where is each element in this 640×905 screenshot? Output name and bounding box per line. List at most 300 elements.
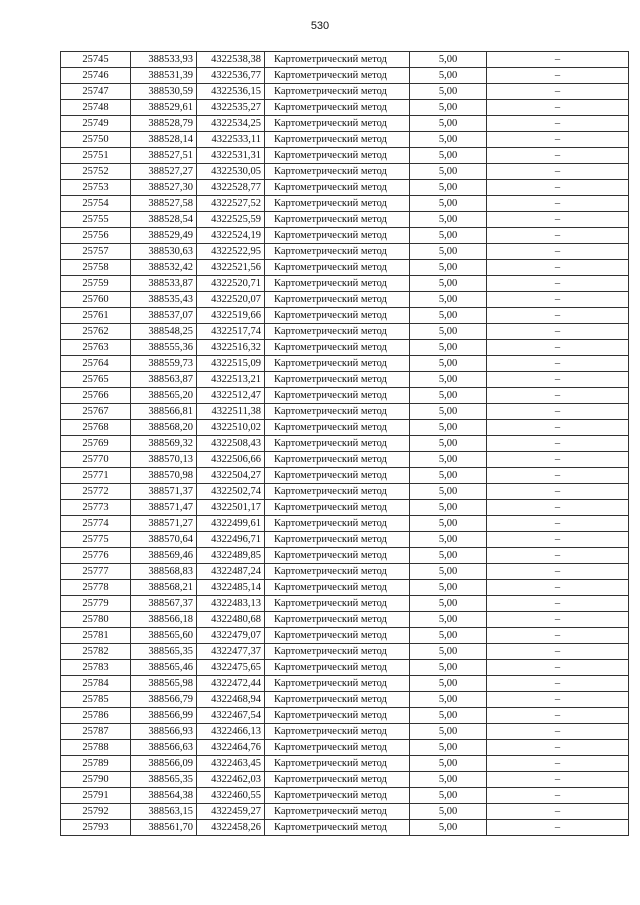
- x-coordinate-cell: 388527,58: [131, 196, 197, 212]
- table-row: [61, 52, 629, 68]
- accuracy-cell: 5,00: [410, 180, 487, 196]
- method-cell: Картометрический метод: [265, 324, 410, 340]
- table-row: [61, 468, 629, 484]
- accuracy-cell: 5,00: [410, 436, 487, 452]
- table-row: [61, 372, 629, 388]
- method-cell: Картометрический метод: [265, 596, 410, 612]
- description-cell: –: [487, 788, 629, 804]
- y-coordinate-cell: 4322467,54: [197, 708, 265, 724]
- method-cell: Картометрический метод: [265, 468, 410, 484]
- method-cell: Картометрический метод: [265, 260, 410, 276]
- y-coordinate-cell: 4322512,47: [197, 388, 265, 404]
- accuracy-cell: 5,00: [410, 132, 487, 148]
- x-coordinate-cell: 388555,36: [131, 340, 197, 356]
- accuracy-cell: 5,00: [410, 68, 487, 84]
- description-cell: –: [487, 516, 629, 532]
- accuracy-cell: 5,00: [410, 660, 487, 676]
- y-coordinate-cell: 4322479,07: [197, 628, 265, 644]
- description-cell: –: [487, 276, 629, 292]
- y-coordinate-cell: 4322462,03: [197, 772, 265, 788]
- point-number-cell: 25792: [61, 804, 131, 820]
- accuracy-cell: 5,00: [410, 564, 487, 580]
- method-cell: Картометрический метод: [265, 292, 410, 308]
- method-cell: Картометрический метод: [265, 372, 410, 388]
- x-coordinate-cell: 388565,60: [131, 628, 197, 644]
- description-cell: –: [487, 308, 629, 324]
- point-number-cell: 25787: [61, 724, 131, 740]
- method-cell: Картометрический метод: [265, 756, 410, 772]
- point-number-cell: 25782: [61, 644, 131, 660]
- point-number-cell: 25779: [61, 596, 131, 612]
- y-coordinate-cell: 4322496,71: [197, 532, 265, 548]
- point-number-cell: 25746: [61, 68, 131, 84]
- description-cell: –: [487, 404, 629, 420]
- y-coordinate-cell: 4322508,43: [197, 436, 265, 452]
- description-cell: –: [487, 116, 629, 132]
- table-row: [61, 388, 629, 404]
- accuracy-cell: 5,00: [410, 468, 487, 484]
- x-coordinate-cell: 388533,93: [131, 52, 197, 68]
- accuracy-cell: 5,00: [410, 212, 487, 228]
- description-cell: –: [487, 260, 629, 276]
- point-number-cell: 25757: [61, 244, 131, 260]
- accuracy-cell: 5,00: [410, 228, 487, 244]
- table-row: [61, 708, 629, 724]
- accuracy-cell: 5,00: [410, 388, 487, 404]
- y-coordinate-cell: 4322533,11: [197, 132, 265, 148]
- accuracy-cell: 5,00: [410, 788, 487, 804]
- point-number-cell: 25786: [61, 708, 131, 724]
- table-row: [61, 356, 629, 372]
- y-coordinate-cell: 4322458,26: [197, 820, 265, 836]
- table-row: [61, 180, 629, 196]
- table-row: [61, 740, 629, 756]
- table-row: [61, 628, 629, 644]
- y-coordinate-cell: 4322464,76: [197, 740, 265, 756]
- y-coordinate-cell: 4322530,05: [197, 164, 265, 180]
- method-cell: Картометрический метод: [265, 532, 410, 548]
- point-number-cell: 25790: [61, 772, 131, 788]
- y-coordinate-cell: 4322521,56: [197, 260, 265, 276]
- x-coordinate-cell: 388571,37: [131, 484, 197, 500]
- y-coordinate-cell: 4322515,09: [197, 356, 265, 372]
- x-coordinate-cell: 388530,59: [131, 84, 197, 100]
- table-row: [61, 292, 629, 308]
- accuracy-cell: 5,00: [410, 756, 487, 772]
- accuracy-cell: 5,00: [410, 628, 487, 644]
- table-row: [61, 500, 629, 516]
- x-coordinate-cell: 388570,13: [131, 452, 197, 468]
- point-number-cell: 25763: [61, 340, 131, 356]
- description-cell: –: [487, 532, 629, 548]
- method-cell: Картометрический метод: [265, 708, 410, 724]
- table-row: [61, 772, 629, 788]
- table-row: [61, 804, 629, 820]
- method-cell: Картометрический метод: [265, 84, 410, 100]
- x-coordinate-cell: 388527,51: [131, 148, 197, 164]
- method-cell: Картометрический метод: [265, 820, 410, 836]
- description-cell: –: [487, 356, 629, 372]
- y-coordinate-cell: 4322499,61: [197, 516, 265, 532]
- description-cell: –: [487, 772, 629, 788]
- x-coordinate-cell: 388533,87: [131, 276, 197, 292]
- y-coordinate-cell: 4322459,27: [197, 804, 265, 820]
- table-row: [61, 692, 629, 708]
- table-row: [61, 788, 629, 804]
- table-row: [61, 276, 629, 292]
- x-coordinate-cell: 388566,18: [131, 612, 197, 628]
- point-number-cell: 25774: [61, 516, 131, 532]
- y-coordinate-cell: 4322480,68: [197, 612, 265, 628]
- x-coordinate-cell: 388565,98: [131, 676, 197, 692]
- accuracy-cell: 5,00: [410, 740, 487, 756]
- point-number-cell: 25761: [61, 308, 131, 324]
- description-cell: –: [487, 436, 629, 452]
- table-row: [61, 212, 629, 228]
- method-cell: Картометрический метод: [265, 132, 410, 148]
- table-row: [61, 196, 629, 212]
- table-row: [61, 532, 629, 548]
- accuracy-cell: 5,00: [410, 612, 487, 628]
- point-number-cell: 25780: [61, 612, 131, 628]
- description-cell: –: [487, 628, 629, 644]
- accuracy-cell: 5,00: [410, 484, 487, 500]
- y-coordinate-cell: 4322477,37: [197, 644, 265, 660]
- accuracy-cell: 5,00: [410, 420, 487, 436]
- y-coordinate-cell: 4322472,44: [197, 676, 265, 692]
- accuracy-cell: 5,00: [410, 772, 487, 788]
- table-row: [61, 436, 629, 452]
- table-row: [61, 452, 629, 468]
- point-number-cell: 25745: [61, 52, 131, 68]
- accuracy-cell: 5,00: [410, 404, 487, 420]
- point-number-cell: 25768: [61, 420, 131, 436]
- method-cell: Картометрический метод: [265, 228, 410, 244]
- method-cell: Картометрический метод: [265, 580, 410, 596]
- x-coordinate-cell: 388569,46: [131, 548, 197, 564]
- table-row: [61, 564, 629, 580]
- method-cell: Картометрический метод: [265, 116, 410, 132]
- description-cell: –: [487, 468, 629, 484]
- table-row: [61, 244, 629, 260]
- method-cell: Картометрический метод: [265, 548, 410, 564]
- x-coordinate-cell: 388571,27: [131, 516, 197, 532]
- table-row: [61, 820, 629, 836]
- point-number-cell: 25754: [61, 196, 131, 212]
- table-row: [61, 548, 629, 564]
- method-cell: Картометрический метод: [265, 68, 410, 84]
- x-coordinate-cell: 388568,21: [131, 580, 197, 596]
- description-cell: –: [487, 372, 629, 388]
- table-row: [61, 404, 629, 420]
- table-row: [61, 612, 629, 628]
- description-cell: –: [487, 548, 629, 564]
- method-cell: Картометрический метод: [265, 404, 410, 420]
- accuracy-cell: 5,00: [410, 324, 487, 340]
- x-coordinate-cell: 388531,39: [131, 68, 197, 84]
- accuracy-cell: 5,00: [410, 596, 487, 612]
- method-cell: Картометрический метод: [265, 612, 410, 628]
- method-cell: Картометрический метод: [265, 100, 410, 116]
- x-coordinate-cell: 388563,87: [131, 372, 197, 388]
- y-coordinate-cell: 4322463,45: [197, 756, 265, 772]
- accuracy-cell: 5,00: [410, 692, 487, 708]
- description-cell: –: [487, 692, 629, 708]
- method-cell: Картометрический метод: [265, 516, 410, 532]
- x-coordinate-cell: 388567,37: [131, 596, 197, 612]
- table-row: [61, 260, 629, 276]
- description-cell: –: [487, 340, 629, 356]
- y-coordinate-cell: 4322536,15: [197, 84, 265, 100]
- method-cell: Картометрический метод: [265, 52, 410, 68]
- x-coordinate-cell: 388565,46: [131, 660, 197, 676]
- description-cell: –: [487, 244, 629, 260]
- table-row: [61, 148, 629, 164]
- table-row: [61, 660, 629, 676]
- description-cell: –: [487, 452, 629, 468]
- method-cell: Картометрический метод: [265, 164, 410, 180]
- x-coordinate-cell: 388568,20: [131, 420, 197, 436]
- method-cell: Картометрический метод: [265, 196, 410, 212]
- accuracy-cell: 5,00: [410, 276, 487, 292]
- method-cell: Картометрический метод: [265, 772, 410, 788]
- accuracy-cell: 5,00: [410, 116, 487, 132]
- x-coordinate-cell: 388527,30: [131, 180, 197, 196]
- accuracy-cell: 5,00: [410, 356, 487, 372]
- description-cell: –: [487, 708, 629, 724]
- point-number-cell: 25752: [61, 164, 131, 180]
- point-number-cell: 25777: [61, 564, 131, 580]
- point-number-cell: 25772: [61, 484, 131, 500]
- method-cell: Картометрический метод: [265, 660, 410, 676]
- accuracy-cell: 5,00: [410, 164, 487, 180]
- x-coordinate-cell: 388566,81: [131, 404, 197, 420]
- accuracy-cell: 5,00: [410, 708, 487, 724]
- point-number-cell: 25770: [61, 452, 131, 468]
- y-coordinate-cell: 4322525,59: [197, 212, 265, 228]
- table-row: [61, 132, 629, 148]
- description-cell: –: [487, 100, 629, 116]
- table-row: [61, 580, 629, 596]
- description-cell: –: [487, 68, 629, 84]
- y-coordinate-cell: 4322485,14: [197, 580, 265, 596]
- table-row: [61, 484, 629, 500]
- description-cell: –: [487, 724, 629, 740]
- accuracy-cell: 5,00: [410, 244, 487, 260]
- point-number-cell: 25760: [61, 292, 131, 308]
- x-coordinate-cell: 388537,07: [131, 308, 197, 324]
- point-number-cell: 25773: [61, 500, 131, 516]
- point-number-cell: 25766: [61, 388, 131, 404]
- x-coordinate-cell: 388566,79: [131, 692, 197, 708]
- x-coordinate-cell: 388535,43: [131, 292, 197, 308]
- point-number-cell: 25758: [61, 260, 131, 276]
- accuracy-cell: 5,00: [410, 644, 487, 660]
- accuracy-cell: 5,00: [410, 340, 487, 356]
- point-number-cell: 25762: [61, 324, 131, 340]
- description-cell: –: [487, 484, 629, 500]
- point-number-cell: 25748: [61, 100, 131, 116]
- y-coordinate-cell: 4322510,02: [197, 420, 265, 436]
- method-cell: Картометрический метод: [265, 276, 410, 292]
- table-row: [61, 308, 629, 324]
- method-cell: Картометрический метод: [265, 436, 410, 452]
- x-coordinate-cell: 388563,15: [131, 804, 197, 820]
- x-coordinate-cell: 388565,20: [131, 388, 197, 404]
- x-coordinate-cell: 388529,49: [131, 228, 197, 244]
- description-cell: –: [487, 564, 629, 580]
- description-cell: –: [487, 132, 629, 148]
- point-number-cell: 25783: [61, 660, 131, 676]
- method-cell: Картометрический метод: [265, 740, 410, 756]
- table-row: [61, 164, 629, 180]
- point-number-cell: 25756: [61, 228, 131, 244]
- point-number-cell: 25771: [61, 468, 131, 484]
- x-coordinate-cell: 388566,09: [131, 756, 197, 772]
- method-cell: Картометрический метод: [265, 420, 410, 436]
- x-coordinate-cell: 388529,61: [131, 100, 197, 116]
- accuracy-cell: 5,00: [410, 100, 487, 116]
- point-number-cell: 25747: [61, 84, 131, 100]
- x-coordinate-cell: 388564,38: [131, 788, 197, 804]
- table-row: [61, 340, 629, 356]
- y-coordinate-cell: 4322511,38: [197, 404, 265, 420]
- point-number-cell: 25769: [61, 436, 131, 452]
- y-coordinate-cell: 4322468,94: [197, 692, 265, 708]
- x-coordinate-cell: 388566,63: [131, 740, 197, 756]
- description-cell: –: [487, 660, 629, 676]
- method-cell: Картометрический метод: [265, 628, 410, 644]
- method-cell: Картометрический метод: [265, 500, 410, 516]
- accuracy-cell: 5,00: [410, 804, 487, 820]
- point-number-cell: 25791: [61, 788, 131, 804]
- x-coordinate-cell: 388569,32: [131, 436, 197, 452]
- accuracy-cell: 5,00: [410, 548, 487, 564]
- point-number-cell: 25767: [61, 404, 131, 420]
- point-number-cell: 25778: [61, 580, 131, 596]
- y-coordinate-cell: 4322524,19: [197, 228, 265, 244]
- y-coordinate-cell: 4322516,32: [197, 340, 265, 356]
- table-row: [61, 116, 629, 132]
- y-coordinate-cell: 4322502,74: [197, 484, 265, 500]
- x-coordinate-cell: 388568,83: [131, 564, 197, 580]
- description-cell: –: [487, 212, 629, 228]
- y-coordinate-cell: 4322536,77: [197, 68, 265, 84]
- description-cell: –: [487, 804, 629, 820]
- y-coordinate-cell: 4322528,77: [197, 180, 265, 196]
- point-number-cell: 25784: [61, 676, 131, 692]
- point-number-cell: 25759: [61, 276, 131, 292]
- description-cell: –: [487, 388, 629, 404]
- description-cell: –: [487, 196, 629, 212]
- table-row: [61, 420, 629, 436]
- method-cell: Картометрический метод: [265, 308, 410, 324]
- method-cell: Картометрический метод: [265, 644, 410, 660]
- x-coordinate-cell: 388528,54: [131, 212, 197, 228]
- y-coordinate-cell: 4322531,31: [197, 148, 265, 164]
- point-number-cell: 25781: [61, 628, 131, 644]
- y-coordinate-cell: 4322475,65: [197, 660, 265, 676]
- y-coordinate-cell: 4322501,17: [197, 500, 265, 516]
- point-number-cell: 25775: [61, 532, 131, 548]
- x-coordinate-cell: 388532,42: [131, 260, 197, 276]
- point-number-cell: 25749: [61, 116, 131, 132]
- description-cell: –: [487, 84, 629, 100]
- table-row: [61, 596, 629, 612]
- point-number-cell: 25785: [61, 692, 131, 708]
- y-coordinate-cell: 4322513,21: [197, 372, 265, 388]
- table-row: [61, 68, 629, 84]
- accuracy-cell: 5,00: [410, 84, 487, 100]
- y-coordinate-cell: 4322520,71: [197, 276, 265, 292]
- y-coordinate-cell: 4322519,66: [197, 308, 265, 324]
- method-cell: Картометрический метод: [265, 676, 410, 692]
- x-coordinate-cell: 388530,63: [131, 244, 197, 260]
- page-number: 530: [310, 20, 330, 32]
- description-cell: –: [487, 500, 629, 516]
- y-coordinate-cell: 4322487,24: [197, 564, 265, 580]
- point-number-cell: 25755: [61, 212, 131, 228]
- table-row: [61, 100, 629, 116]
- x-coordinate-cell: 388548,25: [131, 324, 197, 340]
- description-cell: –: [487, 324, 629, 340]
- method-cell: Картометрический метод: [265, 484, 410, 500]
- y-coordinate-cell: 4322527,52: [197, 196, 265, 212]
- description-cell: –: [487, 52, 629, 68]
- accuracy-cell: 5,00: [410, 148, 487, 164]
- x-coordinate-cell: 388559,73: [131, 356, 197, 372]
- x-coordinate-cell: 388561,70: [131, 820, 197, 836]
- x-coordinate-cell: 388565,35: [131, 772, 197, 788]
- x-coordinate-cell: 388565,35: [131, 644, 197, 660]
- accuracy-cell: 5,00: [410, 292, 487, 308]
- description-cell: –: [487, 228, 629, 244]
- x-coordinate-cell: 388571,47: [131, 500, 197, 516]
- point-number-cell: 25765: [61, 372, 131, 388]
- table-body: [61, 52, 629, 836]
- table-row: [61, 516, 629, 532]
- x-coordinate-cell: 388570,64: [131, 532, 197, 548]
- method-cell: Картометрический метод: [265, 244, 410, 260]
- method-cell: Картометрический метод: [265, 356, 410, 372]
- description-cell: –: [487, 164, 629, 180]
- point-number-cell: 25750: [61, 132, 131, 148]
- point-number-cell: 25764: [61, 356, 131, 372]
- table-row: [61, 676, 629, 692]
- accuracy-cell: 5,00: [410, 372, 487, 388]
- accuracy-cell: 5,00: [410, 308, 487, 324]
- point-number-cell: 25793: [61, 820, 131, 836]
- accuracy-cell: 5,00: [410, 820, 487, 836]
- method-cell: Картометрический метод: [265, 180, 410, 196]
- point-number-cell: 25788: [61, 740, 131, 756]
- method-cell: Картометрический метод: [265, 724, 410, 740]
- method-cell: Картометрический метод: [265, 452, 410, 468]
- accuracy-cell: 5,00: [410, 452, 487, 468]
- description-cell: –: [487, 740, 629, 756]
- table-row: [61, 84, 629, 100]
- description-cell: –: [487, 580, 629, 596]
- table-row: [61, 644, 629, 660]
- method-cell: Картометрический метод: [265, 788, 410, 804]
- description-cell: –: [487, 756, 629, 772]
- description-cell: –: [487, 596, 629, 612]
- method-cell: Картометрический метод: [265, 340, 410, 356]
- accuracy-cell: 5,00: [410, 724, 487, 740]
- method-cell: Картометрический метод: [265, 148, 410, 164]
- accuracy-cell: 5,00: [410, 52, 487, 68]
- description-cell: –: [487, 644, 629, 660]
